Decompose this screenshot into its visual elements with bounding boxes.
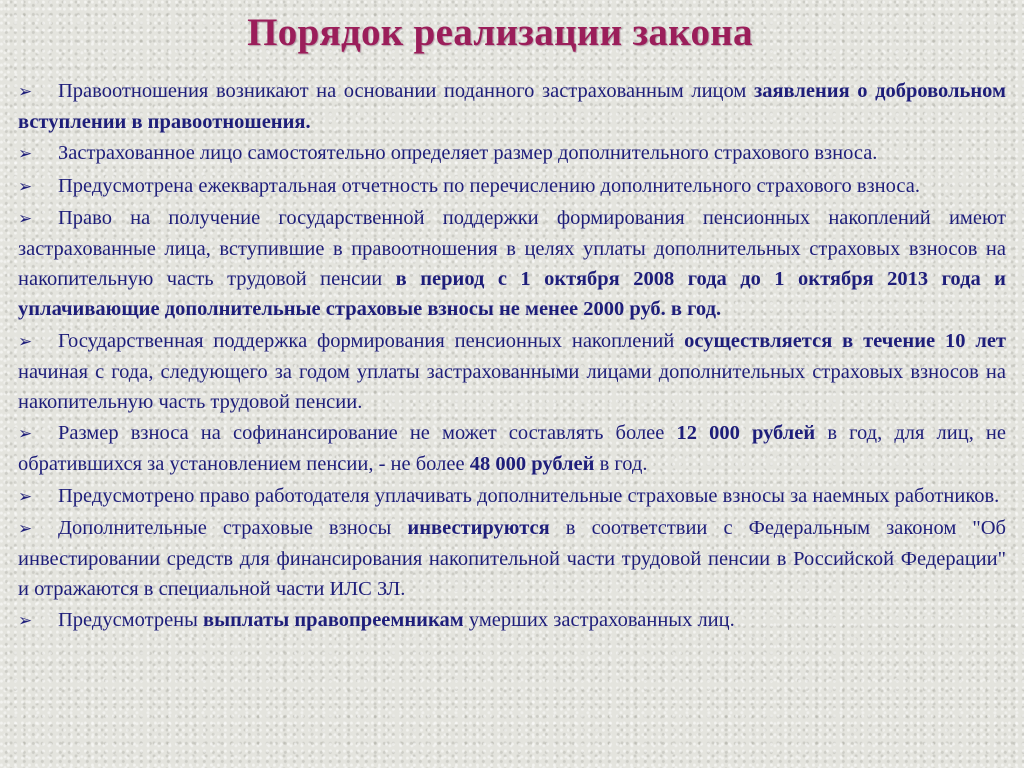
arrow-bullet-icon: ➢	[18, 424, 33, 445]
arrow-bullet-icon: ➢	[18, 486, 33, 507]
bullet-item-7	[18, 481, 1006, 512]
bullet-emphasis: осуществляется в течение 10 лет	[684, 329, 1007, 352]
bullet-text: в соответствии с Федеральным законом "Об инвестировании средств для финансирования накопительной части трудовой пенсии в Российской Федерации" и отражаются в специальной части ИЛС ЗЛ.	[18, 516, 1006, 601]
arrow-bullet-icon: ➢	[18, 144, 33, 165]
bullet-text: Правоотношения возникают на основании поданного застрахованным лицом	[58, 80, 754, 102]
bullet-text: умерших застрахованных лиц.	[463, 609, 735, 632]
bullet-text: начиная с года, следующего за годом уплаты застрахованными лицами дополнительных страховых взносов на накопительную часть трудовой пенсии.	[18, 360, 1006, 414]
bullet-emphasis: 12 000 рублей	[676, 422, 816, 445]
bullet-emphasis: выплаты правопреемникам	[203, 609, 464, 632]
arrow-bullet-icon: ➢	[18, 331, 33, 352]
arrow-bullet-icon: ➢	[18, 176, 33, 197]
bullet-item-6	[18, 418, 1006, 479]
bullet-item-9	[18, 605, 1006, 636]
bullet-text: Право на получение государственной поддержки формирования пенсионных накоплений имеют застрахованные лица, вступившие в правоотношения в целях уплаты дополнительных страховых взносов на накопительную часть трудовой пенсии	[18, 206, 1006, 291]
bullet-item-2	[18, 138, 1006, 169]
bullet-item-4	[18, 203, 1006, 325]
bullet-text: Размер взноса на софинансирование не может составлять более	[58, 422, 677, 445]
bullet-text: Застрахованное лицо самостоятельно определяет размер дополнительного страхового взноса.	[58, 142, 878, 165]
bullet-text: Предусмотрено право работодателя уплачивать дополнительные страховые взносы за наемных работников.	[58, 484, 1000, 507]
bullet-text: Государственная поддержка формирования пенсионных накоплений	[58, 329, 685, 352]
bullet-text: в год, для лиц, не обратившихся за установлением пенсии, - не более	[18, 422, 1006, 476]
bullet-item-5	[18, 326, 1006, 418]
slide-title: Порядок реализации закона	[247, 11, 753, 54]
bullet-list	[18, 76, 1006, 638]
arrow-bullet-icon: ➢	[18, 518, 33, 539]
arrow-bullet-icon: ➢	[18, 82, 33, 102]
arrow-bullet-icon: ➢	[18, 611, 33, 632]
bullet-emphasis: заявления о добровольном вступлении в правоотношения.	[18, 80, 1007, 134]
bullet-emphasis: инвестируются	[407, 516, 550, 539]
bullet-item-8	[18, 513, 1006, 605]
bullet-text: Предусмотрены	[58, 609, 204, 632]
arrow-bullet-icon: ➢	[18, 208, 33, 229]
bullet-text: Дополнительные страховые взносы	[58, 516, 408, 539]
bullet-item-3	[18, 171, 1006, 202]
bullet-emphasis: в период с 1 октября 2008 года до 1 октября 2013 года и уплачивающие дополнительные страховые взносы не менее 2000 руб. в год.	[18, 268, 1006, 321]
bullet-text: в год.	[594, 453, 648, 476]
bullet-item-1	[18, 76, 1006, 137]
bullet-text: Предусмотрена ежеквартальная отчетность по перечислению дополнительного страхового взноса.	[58, 174, 920, 197]
bullet-emphasis: 48 000 рублей	[469, 453, 595, 476]
